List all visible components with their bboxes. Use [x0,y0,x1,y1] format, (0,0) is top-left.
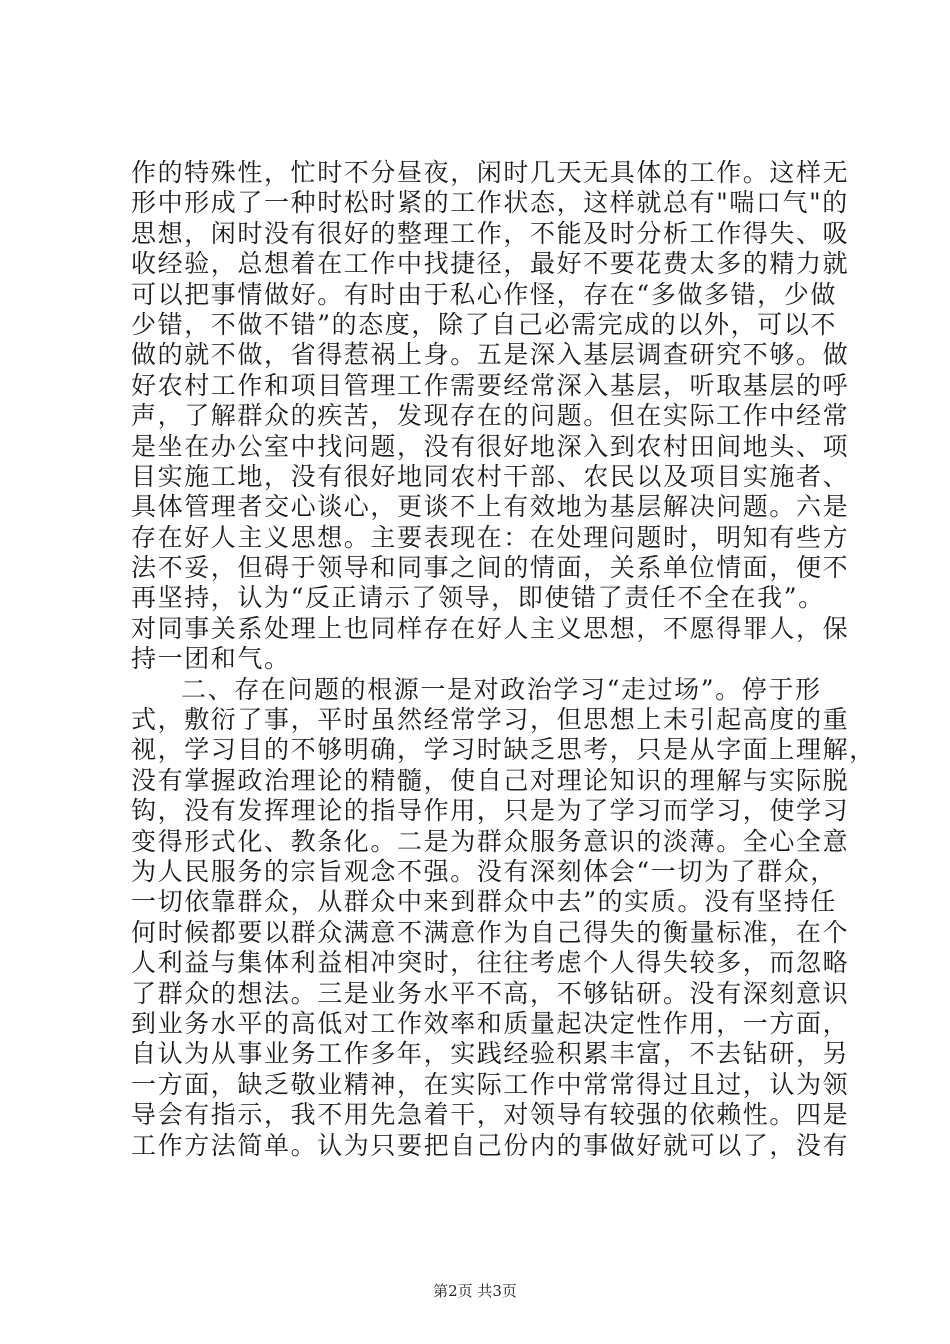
text-line: 变得形式化、教条化。二是为群众服务意识的淡薄。全心全意 [131,826,850,856]
text-line: 何时候都要以群众满意不满意作为自己得失的衡量标准，在个 [131,917,850,947]
paragraph-start-line: 二、存在问题的根源一是对政治学习“走过场”。停于形 [181,674,822,704]
text-line: 形中形成了一种时松时紧的工作状态，这样就总有"喘口气"的 [131,188,849,218]
page-number: 第2页 共3页 [433,1282,517,1300]
text-line: 可以把事情做好。有时由于私心作怪，存在“多做多错，少做 [131,279,837,309]
text-line: 钩，没有发挥理论的指导作用，只是为了学习而学习，使学习 [131,796,850,826]
text-line: 作的特殊性，忙时不分昼夜，闲时几天无具体的工作。这样无 [131,158,850,187]
text-line: 到业务水平的高低对工作效率和质量起决定性作用，一方面， [131,1008,850,1038]
body-text [131,158,876,1161]
text-line: 持一团和气。 [131,644,291,674]
text-line: 好农村工作和项目管理工作需要经常深入基层，听取基层的呼 [131,370,850,400]
text-line: 再坚持，认为“反正请示了领导，即使错了责任不全在我”。 [131,583,825,613]
text-line: 存在好人主义思想。主要表现在：在处理问题时，明知有些方 [131,522,850,552]
text-line: 工作方法简单。认为只要把自己份内的事做好就可以了，没有 [131,1130,850,1160]
text-line: 式，敷衍了事，平时虽然经常学习，但思想上未引起高度的重 [131,705,850,735]
text-line: 思想，闲时没有很好的整理工作，不能及时分析工作得失、吸 [131,218,850,248]
text-line: 为人民服务的宗旨观念不强。没有深刻体会“一切为了群众， [131,856,837,886]
text-line: 具体管理者交心谈心，更谈不上有效地为基层解决问题。六是 [131,492,850,522]
text-line: 视，学习目的不够明确，学习时缺乏思考，只是从字面上理解， [131,735,876,765]
text-line: 没有掌握政治理论的精髓，使自己对理论知识的理解与实际脱 [131,765,850,795]
text-line: 自认为从事业务工作多年，实践经验积累丰富，不去钻研，另 [131,1039,850,1069]
text-line: 目实施工地，没有很好地同农村干部、农民以及项目实施者、 [131,461,850,491]
text-line: 少错，不做不错”的态度，除了自己必需完成的以外，可以不 [131,309,837,339]
text-line: 法不妥，但碍于领导和同事之间的情面，关系单位情面，便不 [131,553,850,583]
text-line: 人利益与集体利益相冲突时，往往考虑个人得失较多，而忽略 [131,948,850,978]
text-line: 声，了解群众的疾苦，发现存在的问题。但在实际工作中经常 [131,401,850,431]
text-line: 对同事关系处理上也同样存在好人主义思想，不愿得罪人，保 [131,613,850,643]
text-line: 导会有指示，我不用先急着干，对领导有较强的依赖性。四是 [131,1100,850,1130]
text-line: 一方面，缺乏敬业精神，在实际工作中常常得过且过，认为领 [131,1069,850,1099]
text-line: 是坐在办公室中找问题，没有很好地深入到农村田间地头、项 [131,431,850,461]
text-line: 收经验，总想着在工作中找捷径，最好不要花费太多的精力就 [131,249,850,279]
text-line: 做的就不做，省得惹祸上身。五是深入基层调查研究不够。做 [131,340,850,370]
text-line: 一切依靠群众，从群众中来到群众中去”的实质。没有坚持任 [131,887,837,917]
text-line: 了群众的想法。三是业务水平不高，不够钻研。没有深刻意识 [131,978,850,1008]
